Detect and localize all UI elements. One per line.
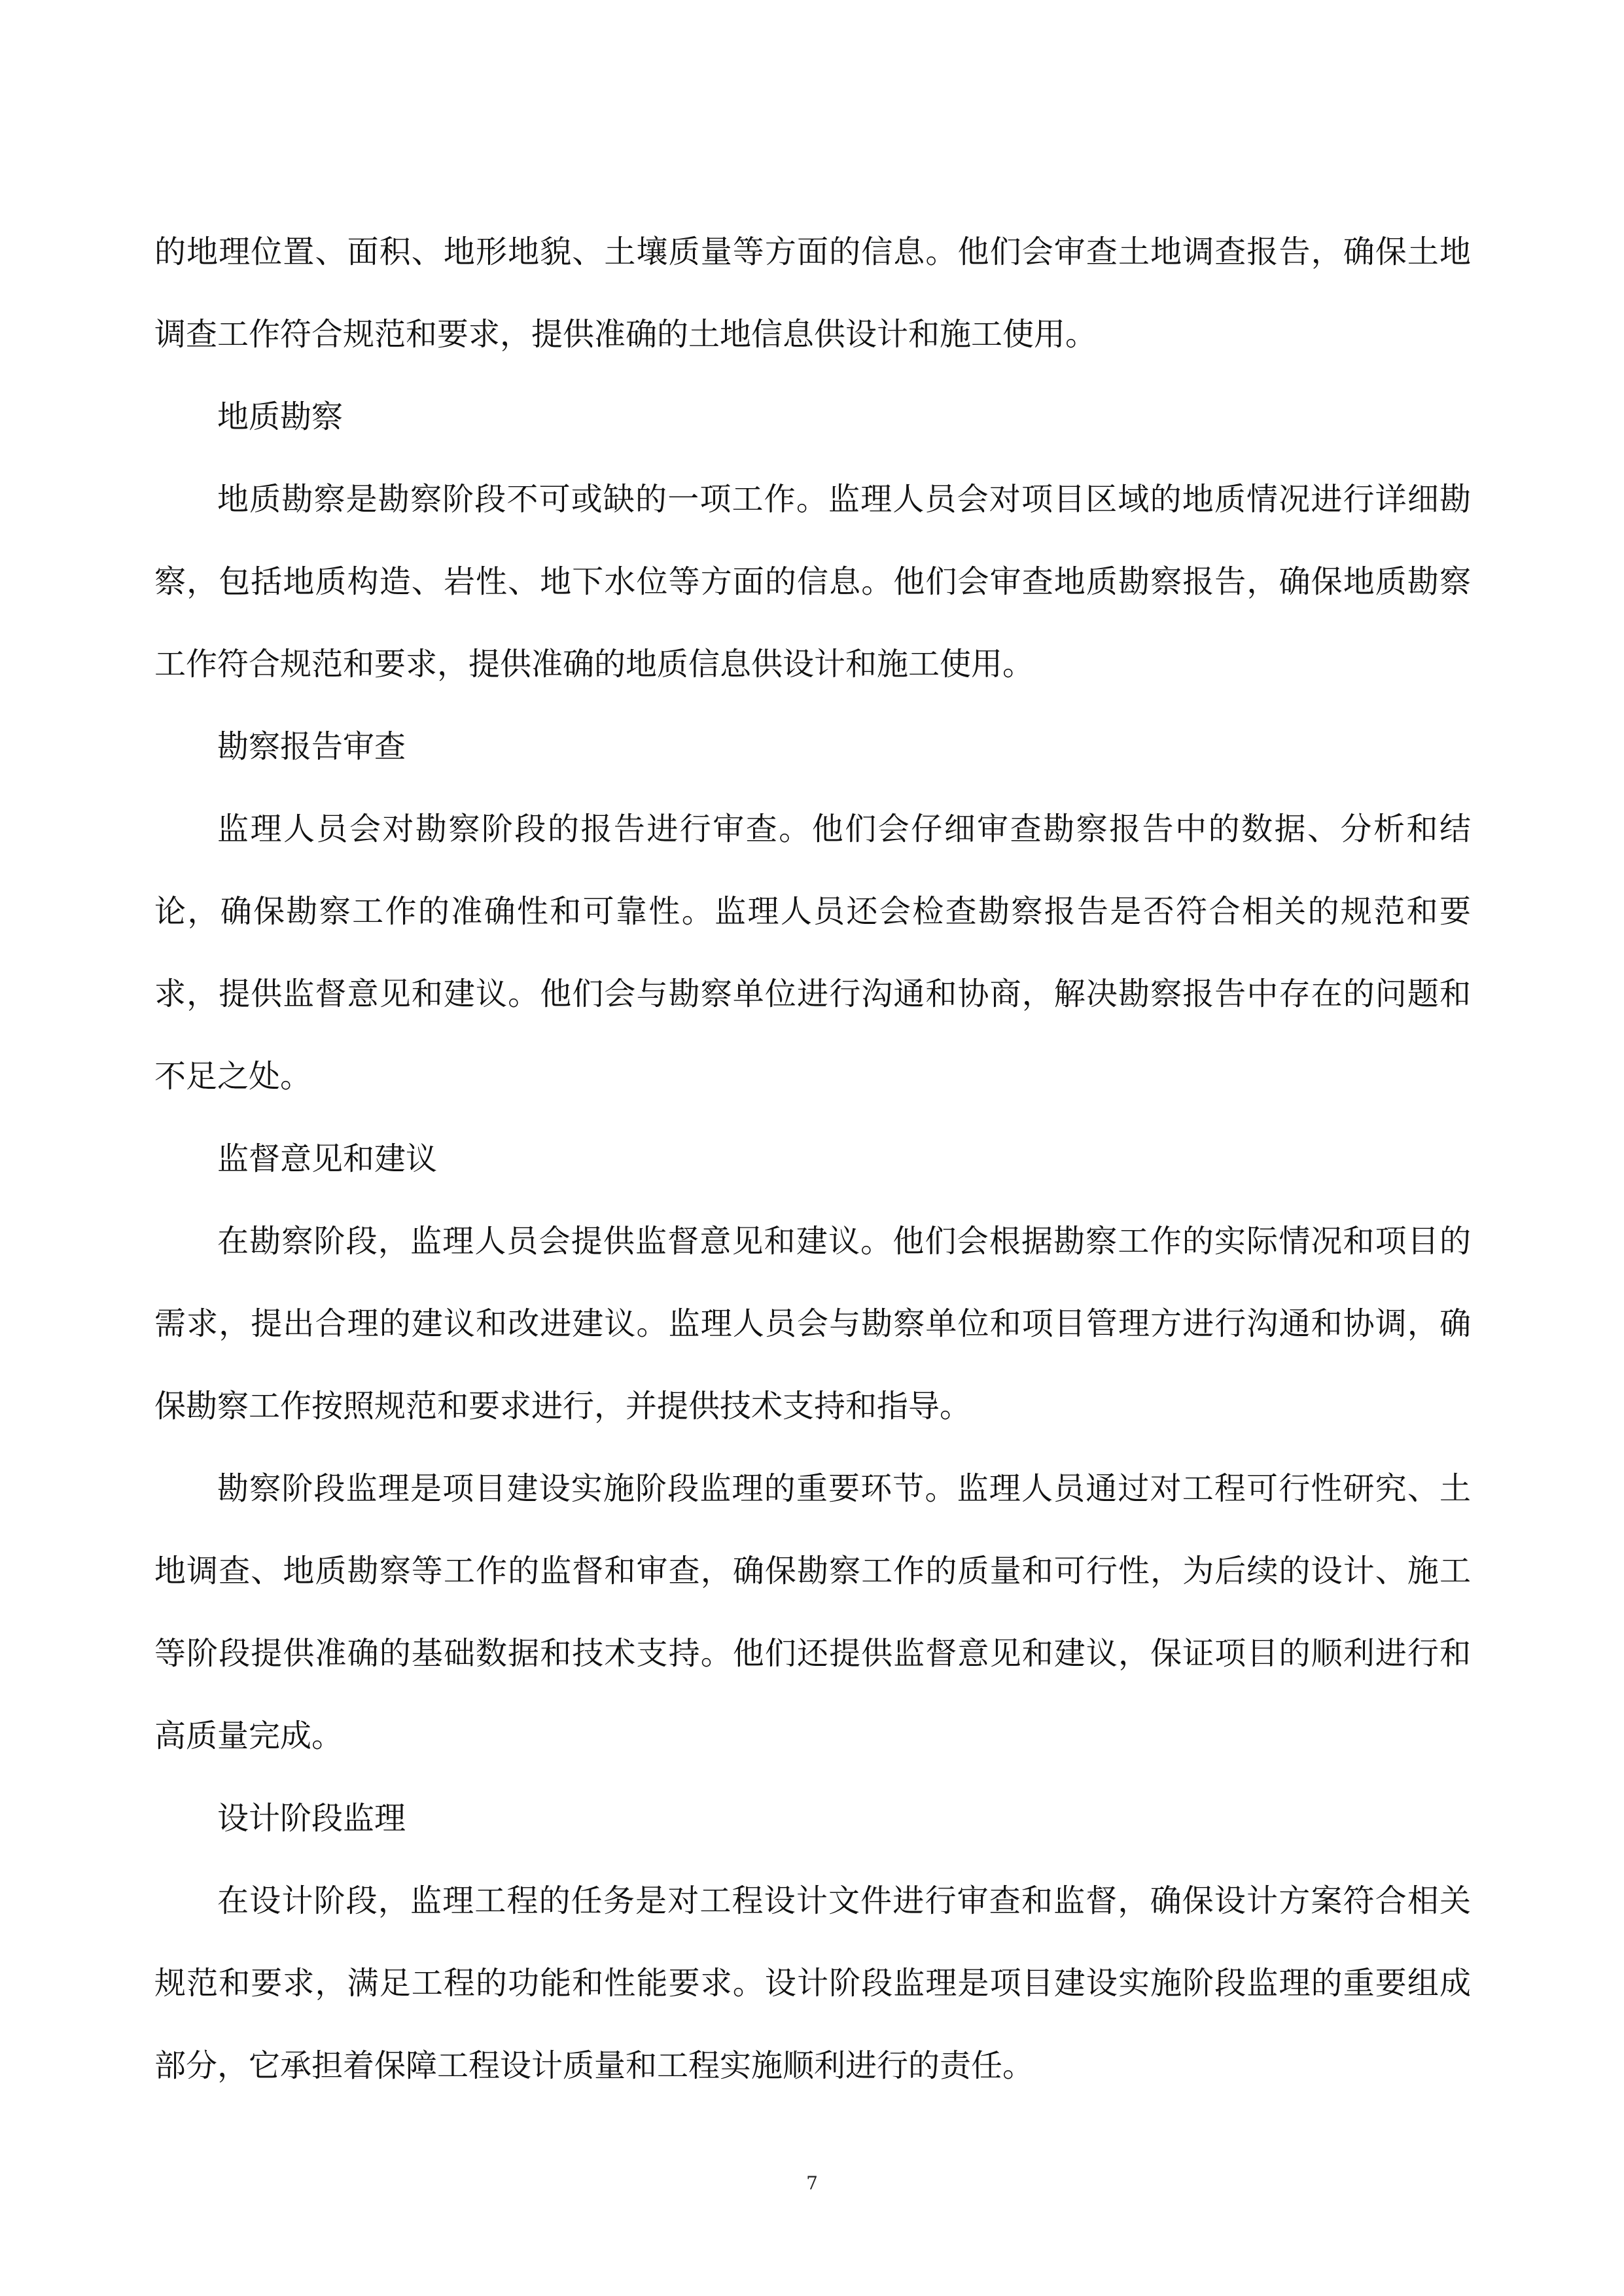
document-body [154,211,1471,2107]
section-heading-design-supervision: 设计阶段监理 [217,1800,406,1837]
paragraph-survey-summary: 勘察阶段监理是项目建设实施阶段监理的重要环节。监理人员通过对工程可行性研究、土地调查、地质勘察等工作的监督和审查，确保勘察工作的质量和可行性，为后续的设计、施工等阶段提供准确的基础数据和技术支持。他们还提供监督意见和建议，保证项目的顺利进行和高质量完成。 [154,1470,1471,1754]
page-number: 7 [806,2172,818,2194]
paragraph-continued: 的地理位置、面积、地形地貌、土壤质量等方面的信息。他们会审查土地调查报告，确保土地调查工作符合规范和要求，提供准确的土地信息供设计和施工使用。 [154,234,1471,353]
section-heading-geology-survey: 地质勘察 [217,398,344,435]
section-heading-report-review: 勘察报告审查 [217,728,406,765]
paragraph-report-review: 监理人员会对勘察阶段的报告进行审查。他们会仔细审查勘察报告中的数据、分析和结论，确保勘察工作的准确性和可靠性。监理人员还会检查勘察报告是否符合相关的规范和要求，提供监督意见和建议。他们会与勘察单位进行沟通和协商，解决勘察报告中存在的问题和不足之处。 [154,811,1471,1095]
paragraph-design-supervision: 在设计阶段，监理工程的任务是对工程设计文件进行审查和监督，确保设计方案符合相关规范和要求，满足工程的功能和性能要求。设计阶段监理是项目建设实施阶段监理的重要组成部分，它承担着保障工程设计质量和工程实施顺利进行的责任。 [154,1882,1471,2084]
paragraph-geology-survey: 地质勘察是勘察阶段不可或缺的一项工作。监理人员会对项目区域的地质情况进行详细勘察，包括地质构造、岩性、地下水位等方面的信息。他们会审查地质勘察报告，确保地质勘察工作符合规范和要求，提供准确的地质信息供设计和施工使用。 [154,481,1471,682]
paragraph-supervision-advice: 在勘察阶段，监理人员会提供监督意见和建议。他们会根据勘察工作的实际情况和项目的需求，提出合理的建议和改进建议。监理人员会与勘察单位和项目管理方进行沟通和协调，确保勘察工作按照规范和要求进行，并提供技术支持和指导。 [154,1223,1471,1424]
section-heading-supervision-advice: 监督意见和建议 [217,1140,438,1177]
